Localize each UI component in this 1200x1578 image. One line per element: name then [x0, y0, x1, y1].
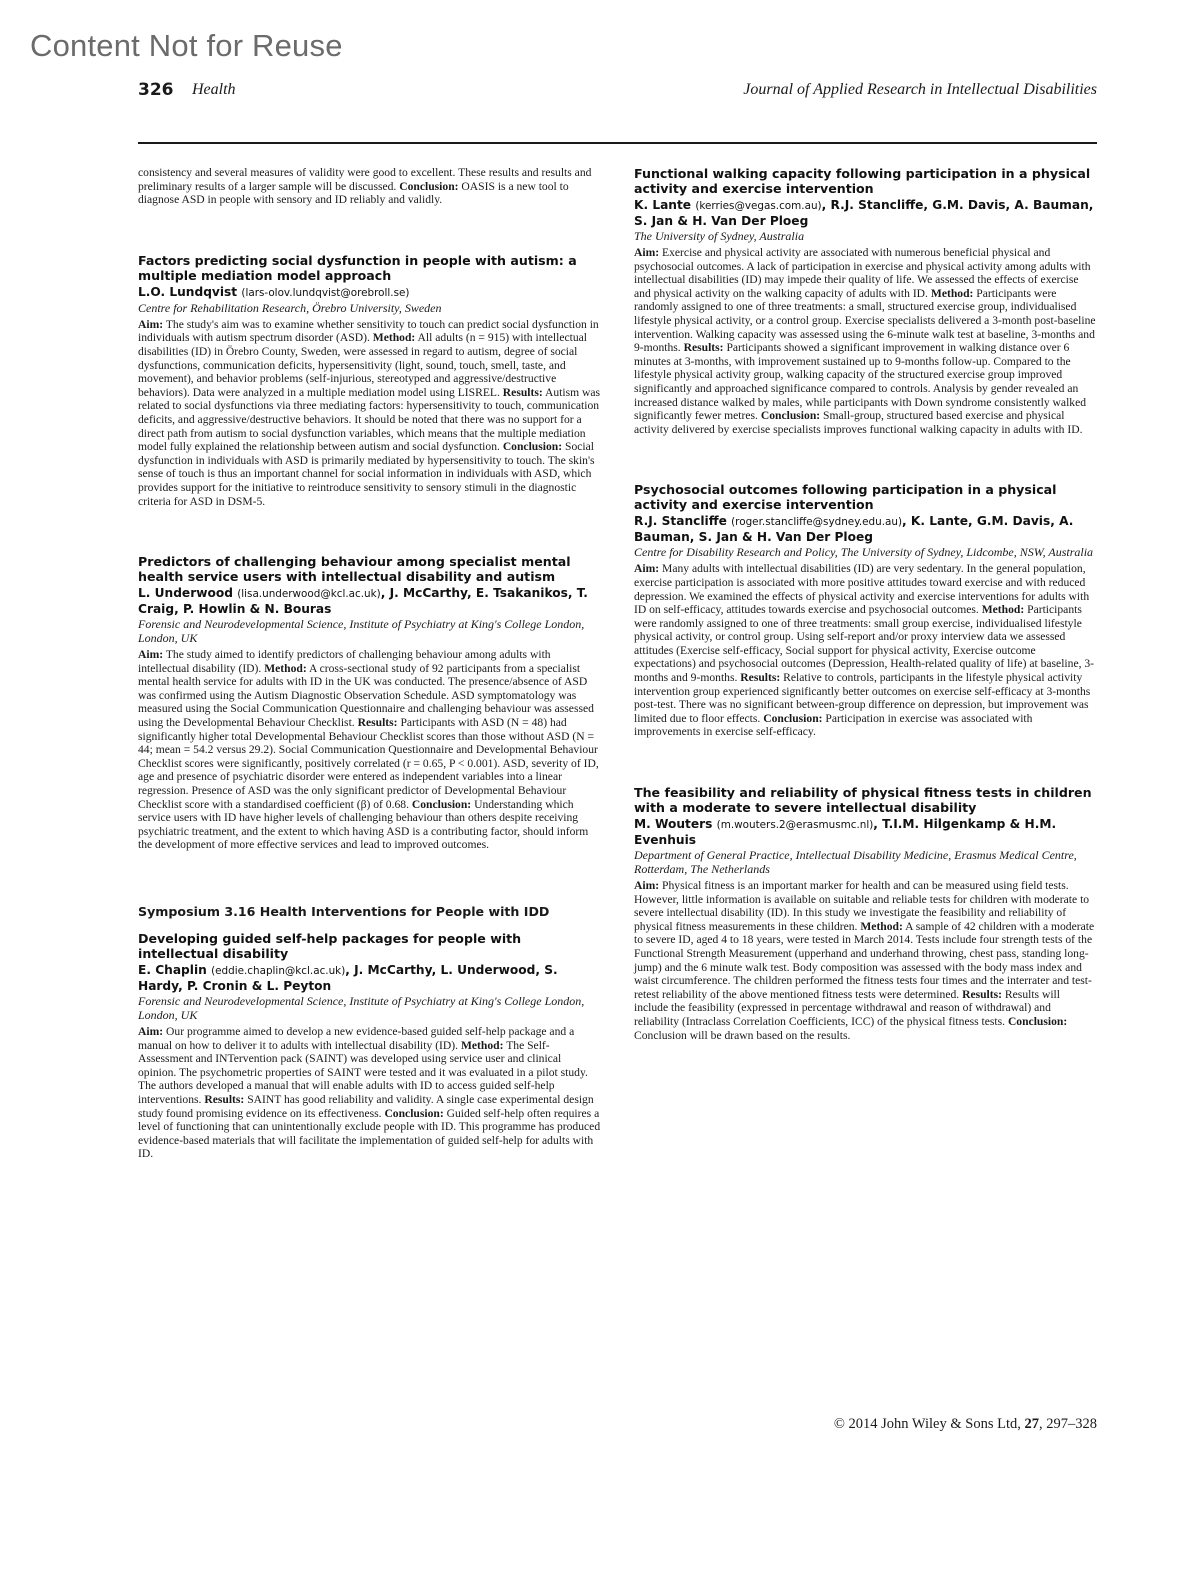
- watermark: Content Not for Reuse: [30, 28, 343, 63]
- abstract-body: [138, 318, 602, 508]
- author-line: [634, 198, 1096, 229]
- method-text: A cross-sectional study of 92 participants from a specialist mental health service for adults with ID in the UK was conducted. The presence/absence of ASD was confirmed using the Autism Diagnostic Observation Schedule. ASD symptomatology was measured using the Social Communication Questionnaire and challenging behaviour was assessed using the Developmental Behaviour Checklist.: [138, 661, 594, 730]
- conclusion-label: Conclusion:: [384, 1106, 444, 1120]
- results-label: Results:: [962, 987, 1003, 1001]
- affiliation: Forensic and Neurodevelopmental Science, Institute of Psychiatry at King's College London, London, UK: [138, 617, 585, 646]
- abstract-title: Functional walking capacity following participation in a physical activity and exercise intervention: [634, 166, 1091, 196]
- affiliation: Centre for Rehabilitation Research, Örebro University, Sweden: [138, 300, 442, 315]
- abstract-body: [138, 166, 602, 207]
- aim-text: Many adults with intellectual disabilities (ID) are very sedentary. In the general population, exercise participation is associated with more positive attitudes toward exercise and with reduced depression. We examined the effects of physical activity and exercise interventions for adults with ID on self-efficacy, attitudes towards exercise and psychosocial outcomes.: [634, 562, 1090, 617]
- author-email[interactable]: (eddie.chaplin@kcl.ac.uk): [211, 965, 346, 977]
- other-authors: , T.I.M. Hilgenkamp & H.M. Evenhuis: [634, 817, 1057, 848]
- method-text: Participants were randomly assigned to one of three treatments: a small, structured exercise group, individualised lifestyle physical activity, or a control group. Exercise specialists delivered a 3-month post-baseline intervention. Walking capacity was assessed using the 6-minute walk test at baseline, 3-months and 9-months.: [634, 286, 1096, 355]
- abstract-body: [634, 879, 1096, 1042]
- method-text: Participants were randomly assigned to one of three treatments: small group exercise, individualised lifestyle physical activity, or control group. Using self-report and/or proxy interview data we assessed attitudes (Exercise self-efficacy, Social support for physical activity, Exercise outcome expectations) and psychosocial outcomes (Depression, Health-related quality of life) at baseline, 3-months and 9-months.: [634, 603, 1095, 685]
- right-column: [634, 166, 1096, 1042]
- lead-author: L.O. Lundqvist: [138, 284, 238, 299]
- journal-name: Journal of Applied Research in Intellectual Disabilities: [743, 81, 1097, 98]
- author-line: [634, 817, 1096, 848]
- other-authors: , J. McCarthy, L. Underwood, S. Hardy, P. Cronin & L. Peyton: [138, 963, 558, 993]
- method-label: Method:: [460, 1038, 504, 1052]
- results-label: Results:: [502, 385, 543, 399]
- aim-label: Aim:: [138, 317, 164, 331]
- conclusion-text: Small-group, structured based exercise and physical activity delivered by exercise specialists improves functional walking capacity in adults with ID.: [634, 409, 1083, 436]
- abstract-body: [634, 562, 1096, 739]
- conclusion-text: Participation in exercise was associated with improvements in exercise self-efficacy.: [634, 711, 1033, 739]
- method-text: The Self-Assessment and INTervention pack (SAINT) was developed using service user and clinical opinion. The psychometric properties of SAINT were tested and it was evaluated in a pilot study. The authors developed a manual that will enable adults with ID to access guided self-help interventions.: [138, 1038, 588, 1106]
- author-email[interactable]: (m.wouters.2@erasmusmc.nl): [716, 819, 874, 832]
- lead-author: L. Underwood: [138, 586, 233, 601]
- page-range: , 297–328: [1039, 1416, 1097, 1432]
- other-authors: , K. Lante, G.M. Davis, A. Bauman, S. Jan & H. Van Der Ploeg: [634, 514, 1074, 545]
- aim-text: Physical fitness is an important marker for health and can be measured using field tests. However, little information is available on suitable and reliable tests for children with moderate to severe intellectual disability (ID). In this study we investigate the feasibility and reliability of physical fitness measurements in these children.: [634, 879, 1090, 933]
- results-text: Results will include the feasibility (expressed in percentage withdrawal and reason of withdrawal) and reliability (Intraclass Correlation Coefficients, ICC) of the physical fitness tests.: [634, 987, 1060, 1028]
- results-text: Participants showed a significant improvement in walking distance over 6 minutes at 3-months, with improvement sustained up to 9-months follow-up. Compared to the lifestyle physical activity group, walking capacity of the structured exercise group improved significantly and approached significance compared to controls. Analysis by gender revealed an increased distance walked by males, while participants with Down syndrome consistently walked significantly fewer metres.: [634, 341, 1087, 423]
- conclusion-label: Conclusion:: [399, 179, 459, 193]
- volume-number: 27: [1024, 1416, 1039, 1432]
- affiliation: Forensic and Neurodevelopmental Science, Institute of Psychiatry at King's College London, London, UK: [138, 994, 585, 1022]
- abstract-challenging-behaviour: [138, 554, 602, 852]
- affiliation: Department of General Practice, Intellectual Disability Medicine, Erasmus Medical Centre, Rotterdam, The Netherlands: [634, 848, 1077, 877]
- affiliation: Centre for Disability Research and Policy, The University of Sydney, Lidcombe, NSW, Australia: [634, 545, 1094, 560]
- conclusion-label: Conclusion:: [1007, 1014, 1068, 1028]
- other-authors: , R.J. Stancliffe, G.M. Davis, A. Bauman, S. Jan & H. Van Der Ploeg: [634, 198, 1094, 228]
- results-label: Results:: [740, 671, 781, 685]
- aim-label: Aim:: [138, 1025, 164, 1038]
- left-column: [138, 166, 602, 1161]
- section-name: Health: [192, 81, 236, 98]
- results-label: Results:: [683, 341, 724, 355]
- author-email[interactable]: (lars-olov.lundqvist@orebroll.se): [241, 286, 410, 299]
- author-line: [634, 514, 1096, 545]
- abstract-title: Predictors of challenging behaviour among specialist mental health service users with intellectual disability and autism: [138, 554, 571, 585]
- method-text: A sample of 42 children with a moderate to severe ID, aged 4 to 18 years, were tested in March 2014. Tests include four strength tests of the Functional Strength Measurement (upperhand and underhand throwing, chest pass, standing long-jump) and the 6 minute walk test. Body composition was assessed with the body mass index and waist circumference. The children performed the fitness tests four times and the interrater and test-retest reliability of the above mentioned fitness tests were determined.: [634, 919, 1095, 1001]
- conclusion-text: Social dysfunction in individuals with ASD is primarily mediated by hypersensitivity to touch. The skin's sense of touch is thus an important channel for social information in individuals with ASD, which provides support for the initiative to reintroduce sensitivity to sensory stimuli in the diagnostic criteria for ASD in DSM-5.: [138, 440, 595, 508]
- other-authors: , J. McCarthy, E. Tsakanikos, T. Craig, P. Howlin & N. Bouras: [138, 586, 588, 617]
- abstract-continued: [138, 166, 602, 207]
- author-email[interactable]: (roger.stancliffe@sydney.edu.au): [731, 516, 903, 529]
- abstract-title: Psychosocial outcomes following participation in a physical activity and exercise intervention: [634, 482, 1057, 513]
- results-text: Relative to controls, participants in the lifestyle physical activity intervention group experienced significantly better outcomes on exercise self-efficacy at 3-months post-test. There was no significant between-group difference on depression, but improvement was limited due to floor effects.: [634, 671, 1091, 725]
- aim-text: The study's aim was to examine whether sensitivity to touch can predict social dysfunction in individuals with autism spectrum disorder (ASD).: [138, 317, 599, 345]
- conclusion-label: Conclusion:: [763, 711, 823, 725]
- conclusion-text: Guided self-help often requires a level of functioning that can unintentionally exclude people with ID. This programme has produced evidence-based materials that will facilitate the implementation of guided self-help for adults with ID.: [138, 1106, 601, 1161]
- lead-author: M. Wouters: [634, 817, 713, 832]
- aim-label: Aim:: [138, 648, 164, 662]
- author-email[interactable]: (lisa.underwood@kcl.ac.uk): [237, 588, 381, 601]
- method-label: Method:: [930, 286, 974, 300]
- abstract-guided-self-help: [138, 931, 602, 1161]
- method-label: Method:: [981, 603, 1025, 617]
- aim-text: Exercise and physical activity are associated with numerous beneficial physical and psychosocial outcomes. A lack of participation in exercise and physical activity among adults with intellectual disabilities (ID) may impede their quality of life. We assessed the effects of exercise and physical activity on the walking capacity of adults with ID.: [634, 246, 1091, 300]
- abstract-title: Developing guided self-help packages for people with intellectual disability: [138, 931, 522, 961]
- conclusion-text: Understanding which service users with ID have higher levels of challenging behaviour than others despite receiving psychiatric treatment, and the extent to which having ASD is a contributing factor, should inform the development of more effective services and lead to improved outcomes.: [138, 797, 589, 852]
- lead-author: K. Lante: [634, 198, 692, 212]
- abstract-title: Factors predicting social dysfunction in people with autism: a multiple mediation model approach: [138, 252, 577, 283]
- aim-label: Aim:: [634, 246, 660, 259]
- results-text: Participants with ASD (N = 48) had significantly higher total Developmental Behaviour Checklist scores than those without ASD (N = 44; mean = 54.2 versus 29.2). Social Communication Questionnaire and Developmental Behaviour Checklist scores were significantly, positively correlated (r = 0.65, P < 0.001). ASD, severity of ID, age and presence of psychiatric disorder were entered as independent variables into a linear regression. Presence of ASD was the only significant predictor of Developmental Behaviour Checklist score with a standardised coefficient (β) of 0.68.: [138, 716, 599, 811]
- running-head: [138, 80, 1097, 104]
- abstract-fitness-tests: [634, 785, 1096, 1042]
- author-line: [138, 285, 602, 301]
- conclusion-label: Conclusion:: [502, 440, 563, 454]
- copyright-text: © 2014 John Wiley & Sons Ltd,: [833, 1416, 1025, 1432]
- abstract-title: The feasibility and reliability of physical fitness tests in children with a moderate to severe intellectual disability: [634, 785, 1092, 816]
- lead-author: E. Chaplin: [138, 963, 207, 977]
- abstract-walking-capacity: [634, 166, 1096, 436]
- results-text: SAINT has good reliability and validity. A single case experimental design study found promising evidence on its effectiveness.: [138, 1092, 594, 1120]
- results-text: Autism was related to social dysfunctions via three mediating factors: hypersensitivity to touch, communication deficits, and aggressive/destructive behaviors. It should be noted that there was no support for a direct path from autism to social dysfunction variables, which means that the multiple mediation model fully explained the relationship between autism and social dysfunction.: [138, 385, 601, 454]
- aim-text: Our programme aimed to develop a new evidence-based guided self-help package and a manual on how to deliver it to adults with intellectual disability (ID).: [138, 1025, 575, 1052]
- results-label: Results:: [357, 716, 398, 730]
- abstract-body: [634, 246, 1096, 436]
- page-number: 326: [138, 80, 174, 100]
- method-label: Method:: [860, 919, 903, 933]
- symposium-heading: Symposium 3.16 Health Interventions for People with IDD: [138, 904, 550, 919]
- lead-author: R.J. Stancliffe: [634, 514, 727, 529]
- conclusion-text: Conclusion will be drawn based on the results.: [634, 1028, 851, 1042]
- copyright-notice: [834, 1416, 1097, 1433]
- conclusion-text: OASIS is a new tool to diagnose ASD in people with sensory and ID reliably and validly.: [138, 179, 569, 207]
- abstract-body: [138, 1025, 602, 1161]
- abstract-social-dysfunction: [138, 253, 602, 508]
- aim-label: Aim:: [634, 562, 660, 576]
- author-email[interactable]: (kerries@vegas.com.au): [695, 200, 822, 212]
- method-text: All adults (n = 915) with intellectual disabilities (ID) in Örebro County, Sweden, were assessed in regard to autism, degree of social dysfunctions, communication deficits, hypersensitivity (light, sound, touch, smell, taste, and movement), and behavior problems (self-injurious, stereotyped and aggressive/destructive behaviors). Data were analyzed in a multiple mediation model using LISREL.: [138, 331, 588, 399]
- author-line: [138, 586, 602, 617]
- abstract-body: [138, 648, 602, 852]
- header-rule: [138, 142, 1097, 144]
- results-label: Results:: [204, 1092, 245, 1106]
- aim-label: Aim:: [634, 879, 660, 893]
- continued-text: consistency and several measures of validity were good to excellent. These results and results and preliminary results of a larger sample will be discussed.: [138, 166, 592, 193]
- method-label: Method:: [264, 661, 307, 675]
- aim-text: The study aimed to identify predictors of challenging behaviour among adults with intellectual disability (ID).: [138, 648, 551, 675]
- conclusion-label: Conclusion:: [411, 797, 472, 811]
- author-line: [138, 963, 602, 994]
- affiliation: The University of Sydney, Australia: [634, 229, 805, 243]
- method-label: Method:: [372, 331, 416, 345]
- abstract-psychosocial-outcomes: [634, 482, 1096, 739]
- conclusion-label: Conclusion:: [760, 409, 821, 423]
